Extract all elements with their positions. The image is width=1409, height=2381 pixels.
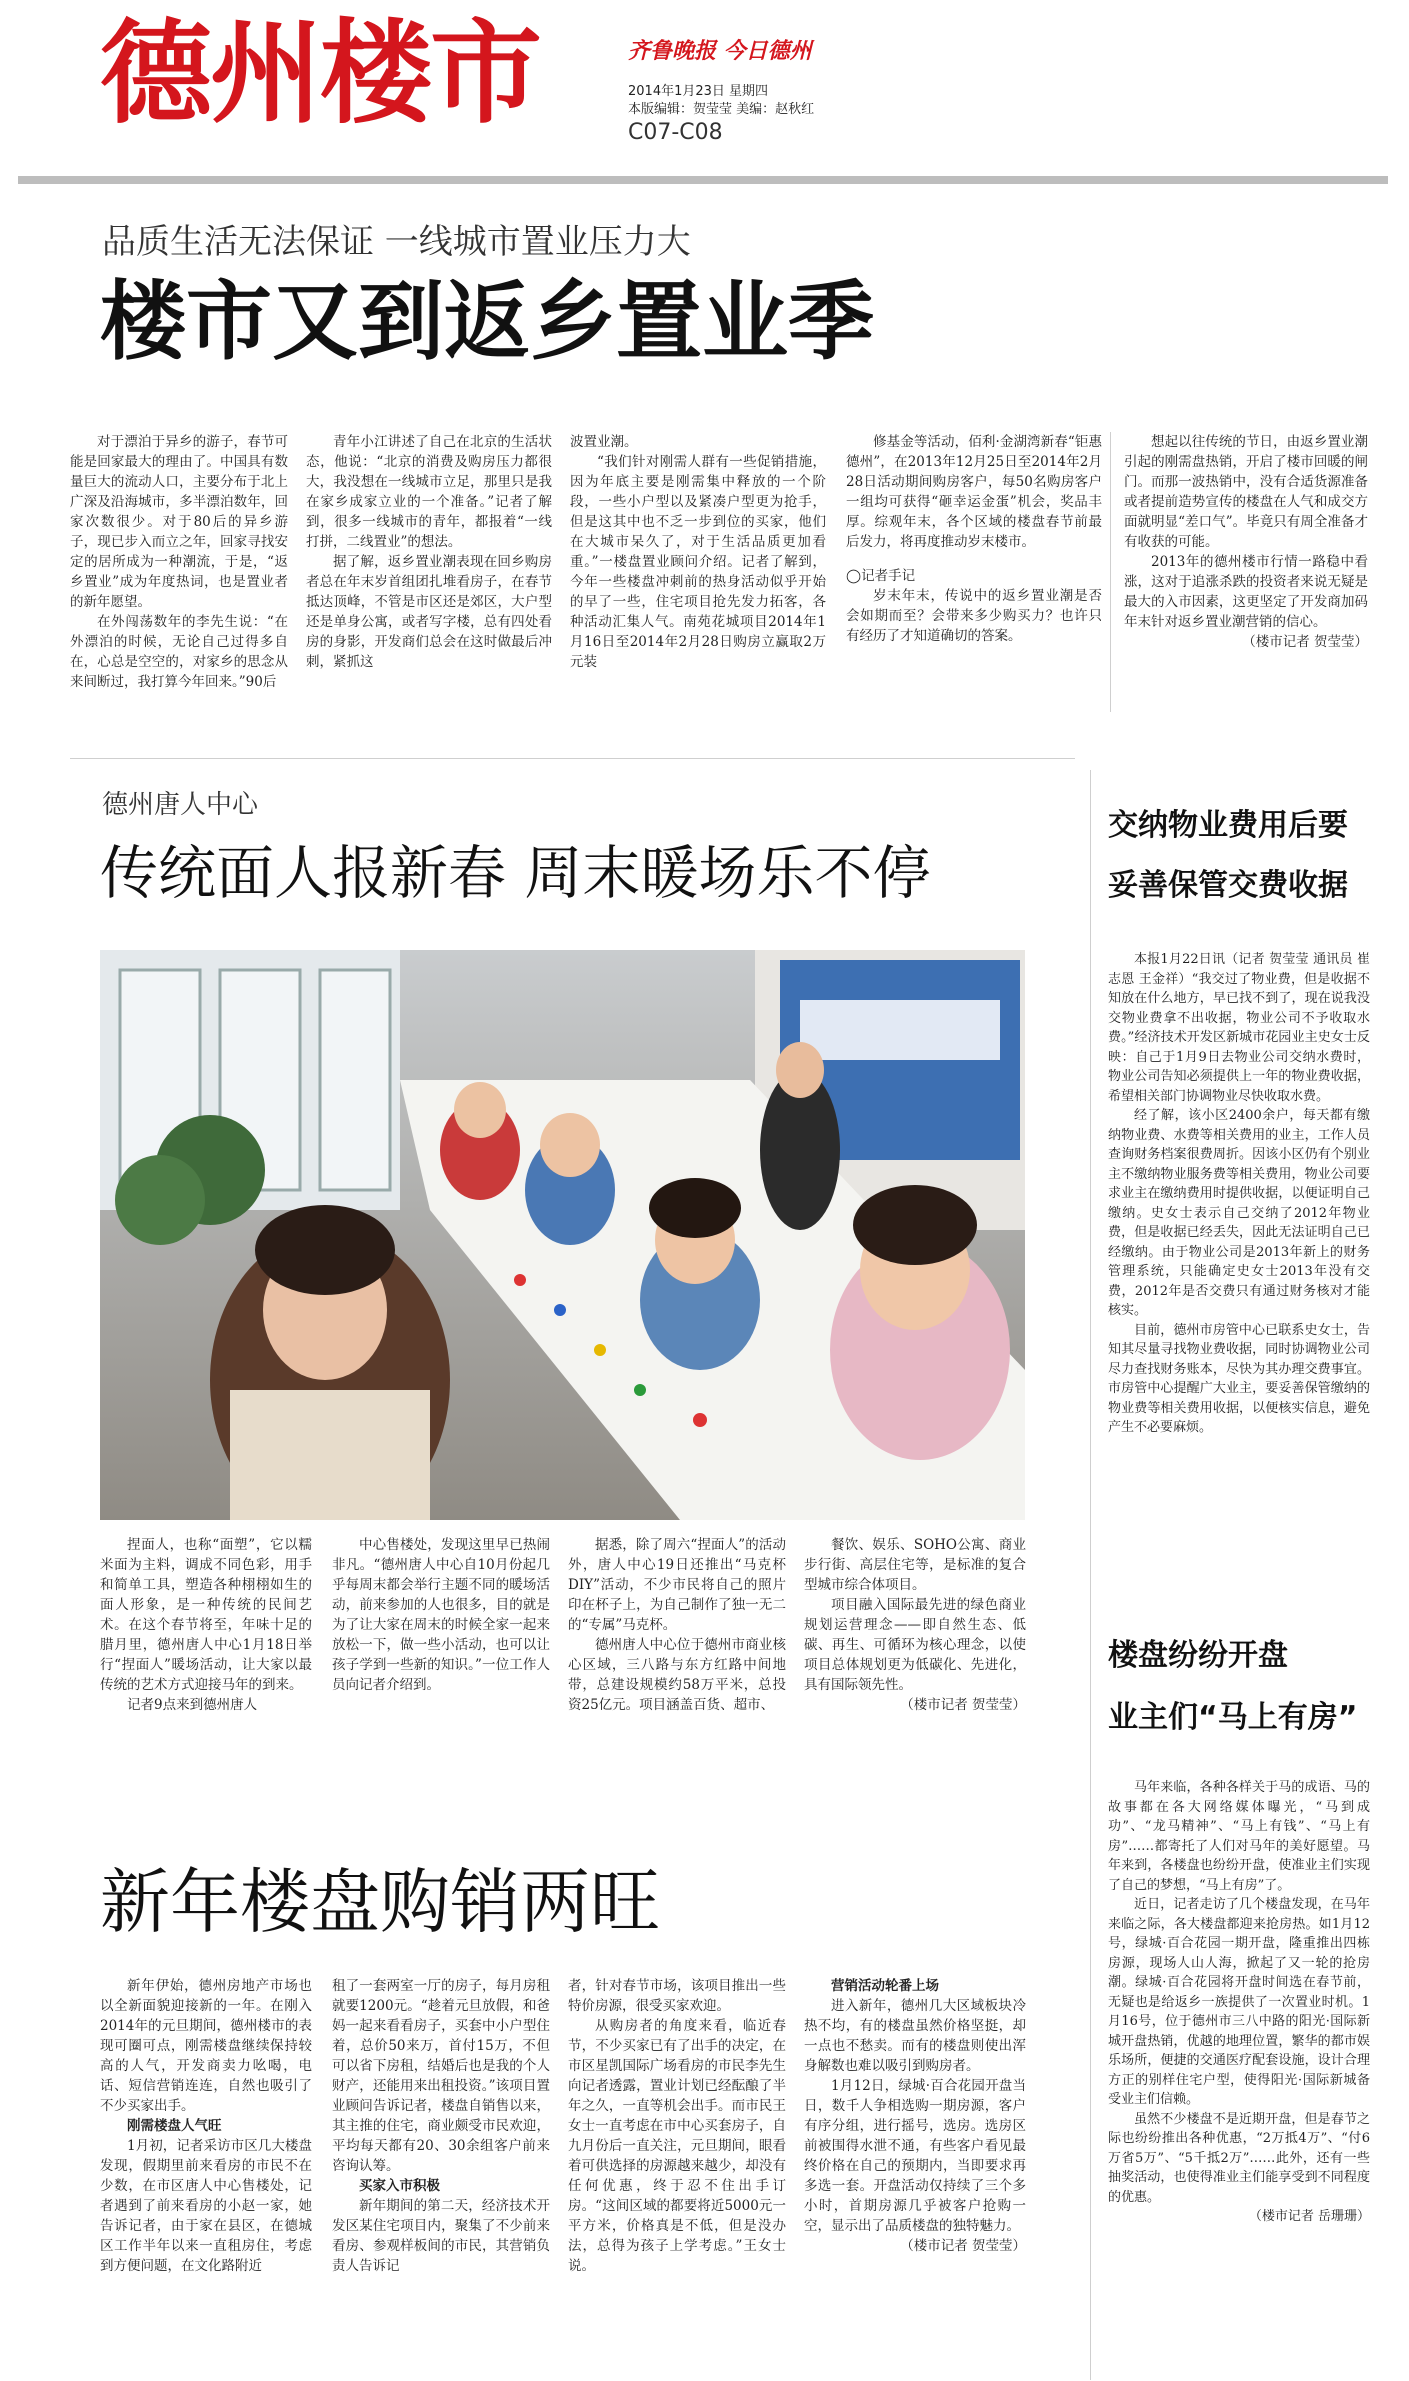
article1-col1: [70, 432, 288, 712]
paragraph: 本报1月22日讯（记者 贺莹莹 通讯员 崔志恩 王金祥）“我交过了物业费，但是收据不知放在什么地方，早已找不到了，现在说我没交物业费拿不出收据，物业公司不予收取水费。”经济技术开发区新城市花园业主史女士反映：自己于1月9日去物业公司交纳水费时，物业公司告知必须提供上一年的物业费收据，希望相关部门协调物业尽快收取水费。: [1108, 952, 1370, 1104]
paragraph: 新年期间的第二天，经济技术开发区某住宅项目内，聚集了不少前来看房、参观样板间的市民，其营销负责人告诉记: [332, 2198, 550, 2274]
byline: （楼市记者 贺莹莹）: [900, 2238, 1026, 2254]
paragraph: 目前，德州市房管中心已联系史女士，告知其尽量寻找物业费收据，同时协调物业公司尽力查找财务账本，尽快为其办理交费事宜。市房管中心提醒广大业主，要妥善保管缴纳的物业费等相关费用收据，以便核实信息，避免产生不必要麻烦。: [1108, 1322, 1370, 1435]
byline: （楼市记者 贺莹莹）: [900, 1697, 1026, 1713]
paragraph: 马年来临，各种各样关于马的成语、马的故事都在各大网络媒体曝光，“马到成功”、“龙马精神”、“马上有钱”、“马上有房”……都寄托了人们对马年的美好愿望。马年来到，各楼盘也纷纷开盘，使准业主们实现了自己的梦想，“马上有房”了。: [1108, 1780, 1370, 1893]
paragraph: 1月12日，绿城·百合花园开盘当日，数千人争相选购一期房源，客户有序分组，进行摇号，选房。选房区前被围得水泄不通，有些客户看见最终价格在自己的预期内，当即要求再多选一套。开盘活动仅持续了三个多小时，首期房源几乎被客户抢购一空，显示出了品质楼盘的独特魅力。: [804, 2078, 1026, 2234]
section-subhead: 刚需楼盘人气旺: [127, 2118, 222, 2134]
column-divider: [1110, 432, 1111, 712]
page-numbers: C07-C08: [628, 120, 723, 145]
paragraph: 修基金等活动，佰利·金湖湾新春“钜惠德州”，在2013年12月25日至2014年2月28日活动期间购房客户，每50名购房客户一组均可获得“砸幸运金蛋”机会，奖品丰厚。综观年末，各个区域的楼盘春节前最后发力，将再度推动岁末楼市。: [846, 434, 1102, 550]
byline: （楼市记者 岳珊珊）: [1248, 2209, 1370, 2224]
paragraph: 捏面人，也称“面塑”，它以糯米面为主料，调成不同色彩，用手和简单工具，塑造各种栩栩如生的面人形象，是一种传统的民间艺术。在这个春节将至，年味十足的腊月里，德州唐人中心1月18日举行“捏面人”暖场活动，让大家以最传统的艺术方式迎接马年的到来。: [100, 1537, 312, 1693]
side2-headline-line1: 楼盘纷纷开盘: [1108, 1638, 1288, 1673]
section-divider: [70, 758, 1075, 759]
article2-kicker: 德州唐人中心: [102, 790, 259, 820]
sidebar-divider: [1090, 770, 1091, 2380]
paragraph: 者，针对春节市场，该项目推出一些特价房源，很受买家欢迎。: [568, 1978, 786, 2014]
paragraph: 据悉，除了周六“捏面人”的活动外，唐人中心19日还推出“马克杯DIY”活动，不少市民将自己的照片印在杯子上，为自己制作了独一无二的“专属”马克杯。: [568, 1537, 786, 1633]
section-subhead: 营销活动轮番上场: [831, 1978, 939, 1994]
paragraph: 记者9点来到德州唐人: [127, 1697, 258, 1713]
top-rule: [18, 176, 1388, 184]
paragraph: “我们针对刚需人群有一些促销措施，因为年底主要是刚需集中释放的一个阶段，一些小户型以及紧凑户型更为抢手，但是这其中也不乏一步到位的买家，他们在大城市呆久了，对于生活品质更加看重。”一楼盘置业顾问介绍。记者了解到，今年一些楼盘冲刺前的热身活动似乎开始的早了一些，住宅项目抢先发力拓客，各种活动汇集人气。南苑花城项目2014年1月16日至2014年2月28日购房立赢取2万元装: [570, 454, 826, 670]
side1-headline-line2: 妥善保管交费收据: [1108, 868, 1348, 903]
paragraph: 2013年的德州楼市行情一路稳中看涨，这对于追涨杀跌的投资者来说无疑是最大的入市因素，这更坚定了开发商加码年末针对返乡置业潮营销的信心。: [1124, 554, 1368, 630]
article1-col3: [570, 432, 826, 712]
article2-col4: [804, 1535, 1026, 1805]
paragraph: 经了解，该小区2400余户，每天都有缴纳物业费、水费等相关费用的业主，工作人员查询财务档案很费周折。因该小区仍有个别业主不缴纳物业服务费等相关费用，物业公司要求业主在缴纳费用时提供收据，以便证明自己缴纳。史女士表示自己交纳了2012年物业费，但是收据已经丢失，因此无法证明自己已经缴纳。由于物业公司是2013年新上的财务管理系统，只能确定史女士2013年没有交费，2012年是否交费只有通过财务核对才能核实。: [1108, 1108, 1370, 1318]
article3-col3: [568, 1976, 786, 2376]
article3-col2: [332, 1976, 550, 2376]
event-photo: [100, 950, 1025, 1520]
article3-col4: [804, 1976, 1026, 2376]
paragraph: 德州唐人中心位于德州市商业核心区域，三八路与东方红路中间地带，总建设规模约58万平米，总投资25亿元。项目涵盖百货、超市、: [568, 1637, 786, 1713]
paragraph: 青年小江讲述了自己在北京的生活状态，他说：“北京的消费及购房压力都很大，我没想在一线城市立足，那里只是我在家乡成家立业的一个准备。”记者了解到，很多一线城市的青年，都报着“一线打拼，二线置业”的想法。: [306, 434, 552, 550]
article2-col1: [100, 1535, 312, 1805]
side2-body: [1108, 1778, 1370, 2376]
issue-date: 2014年1月23日 星期四: [628, 84, 769, 99]
side2-headline-line2: 业主们“马上有房”: [1108, 1700, 1358, 1735]
paragraph: 在外闯荡数年的李先生说：“在外漂泊的时候，无论自己过得多自在，心总是空空的，对家乡的思念从来间断过，我打算今年回来。”90后: [70, 614, 288, 690]
side1-headline-line1: 交纳物业费用后要: [1108, 808, 1348, 843]
newspaper-brand: 齐鲁晚报 今日德州: [628, 39, 812, 64]
article1-col5: [1124, 432, 1368, 712]
paragraph: 进入新年，德州几大区域板块冷热不均，有的楼盘虽然价格坚挺，却一点也不愁卖。而有的楼盘则使出浑身解数也难以吸引到购房者。: [804, 1998, 1026, 2074]
paragraph: 中心售楼处，发现这里早已热闹非凡。“德州唐人中心自10月份起几乎每周末都会举行主题不同的暖场活动，前来参加的人也很多，目的就是为了让大家在周末的时候全家一起来放松一下，做一些小活动，也可以让孩子学到一些新的知识。”一位工作人员向记者介绍到。: [332, 1537, 550, 1693]
article1-col2: [306, 432, 552, 712]
article3-headline: 新年楼盘购销两旺: [100, 1861, 660, 1943]
paragraph: 从购房者的角度来看，临近春节，不少买家已有了出手的决定，在市区星凯国际广场看房的市民李先生向记者透露，置业计划已经酝酿了半年之久，一直等机会出手。而市民王女士一直考虑在市中心买套房子，自九月份后一直关注，元旦期间，眼看着可供选择的房源越来越少，却没有任何优惠，终于忍不住出手订房。“这间区域的都要将近5000元一平方米，价格真是不低，但是没办法，总得为孩子上学考虑。”王女士说。: [568, 2018, 786, 2274]
paragraph: 虽然不少楼盘不是近期开盘，但是春节之际也纷纷推出各种优惠，“2万抵4万”、“付6万省5万”、“5千抵2万”……此外，还有一些抽奖活动，也使得准业主们能享受到不同程度的优惠。: [1108, 2111, 1370, 2205]
paragraph: 租了一套两室一厅的房子，每月房租就要1200元。“趁着元旦放假，和爸妈一起来看看房子，买套中小户型住着，总价50来万，首付15万，不但可以省下房租，结婚后也是我的个人财产，还能用来出租投资。”该项目置业顾问告诉记者，楼盘自销售以来，其主推的住宅，商业颇受市民欢迎，平均每天都有20、30余组客户前来咨询认筹。: [332, 1978, 550, 2174]
paragraph: 项目融入国际最先进的绿色商业规划运营理念——即自然生态、低碳、再生、可循环为核心理念，以使项目总体规划更为低碳化、先进化，具有国际领先性。: [804, 1597, 1026, 1693]
paragraph: 1月初，记者采访市区几大楼盘发现，假期里前来看房的市民不在少数，在市区唐人中心售楼处，记者遇到了前来看房的小赵一家，她告诉记者，由于家在县区，在德城区工作半年以来一直租房住，考虑到方便问题，在文化路附近: [100, 2138, 312, 2274]
section-subhead: 买家入市积极: [359, 2178, 440, 2194]
article2-headline: 传统面人报新春 周末暖场乐不停: [100, 839, 931, 907]
page-editors: 本版编辑：贺莹莹 美编：赵秋红: [628, 102, 815, 117]
paragraph: 岁末年末，传说中的返乡置业潮是否会如期而至？会带来多少购买力？也许只有经历了才知道确切的答案。: [846, 588, 1102, 644]
article2-col2: [332, 1535, 550, 1805]
byline: （楼市记者 贺莹莹）: [1242, 634, 1368, 650]
paragraph: 据了解，返乡置业潮表现在回乡购房者总在年末岁首组团扎堆看房子，在春节抵达顶峰，不管是市区还是郊区，大户型还是单身公寓，或者写字楼，总有四处看房的身影，开发商们总会在这时做最后冲刺，紧抓这: [306, 554, 552, 670]
article1-col4: [846, 432, 1102, 712]
article2-col3: [568, 1535, 786, 1805]
note-label: ◯记者手记: [846, 568, 916, 584]
article1-headline: 楼市又到返乡置业季: [100, 272, 874, 372]
paragraph: 近日，记者走访了几个楼盘发现，在马年来临之际，各大楼盘都迎来抢房热。如1月12号，绿城·百合花园一期开盘，隆重推出四栋房源，现场人山人海，掀起了又一轮的抢房潮。绿城·百合花园将开盘时间选在春节前，无疑也是给返乡一族提供了一次置业时机。1月16号，位于德州市三八中路的阳光·国际新城开盘热销，优越的地理位置，繁华的都市娱乐场所，便捷的交通医疗配套设施，设计合理方正的别样住宅户型，使得阳光·国际新城备受业主们信赖。: [1108, 1897, 1370, 2107]
circle-bullet-icon: ◯: [846, 568, 862, 584]
side1-body: [1108, 950, 1370, 1530]
masthead-title: 德州楼市: [100, 9, 540, 139]
paragraph: 波置业潮。: [570, 434, 638, 450]
article1-subhead: 品质生活无法保证 一线城市置业压力大: [102, 222, 691, 262]
paragraph: 新年伊始，德州房地产市场也以全新面貌迎接新的一年。在刚入2014年的元旦期间，德州楼市的表现可圈可点，刚需楼盘继续保持较高的人气，开发商卖力吆喝，电话、短信营销连连，自然也吸引了不少买家出手。: [100, 1978, 312, 2114]
paragraph: 对于漂泊于异乡的游子，春节可能是回家最大的理由了。中国具有数量巨大的流动人口，主要分布于北上广深及沿海城市，多半漂泊数年，回家次数很少。对于80后的异乡游子，现已步入而立之年，回家寻找安定的居所成为一种潮流，于是，“返乡置业”成为年度热词，也是置业者的新年愿望。: [70, 434, 288, 610]
article3-col1: [100, 1976, 312, 2376]
paragraph: 想起以往传统的节日，由返乡置业潮引起的刚需盘热销，开启了楼市回暖的闸门。而那一波热销中，没有合适货源准备或者提前造势宣传的楼盘在人气和成交方面就明显“差口气”。毕竟只有周全准备才有收获的可能。: [1124, 434, 1368, 550]
children-dough-figure-photo: [100, 950, 1025, 1520]
paragraph: 餐饮、娱乐、SOHO公寓、商业步行街、高层住宅等，是标准的复合型城市综合体项目。: [804, 1537, 1026, 1593]
